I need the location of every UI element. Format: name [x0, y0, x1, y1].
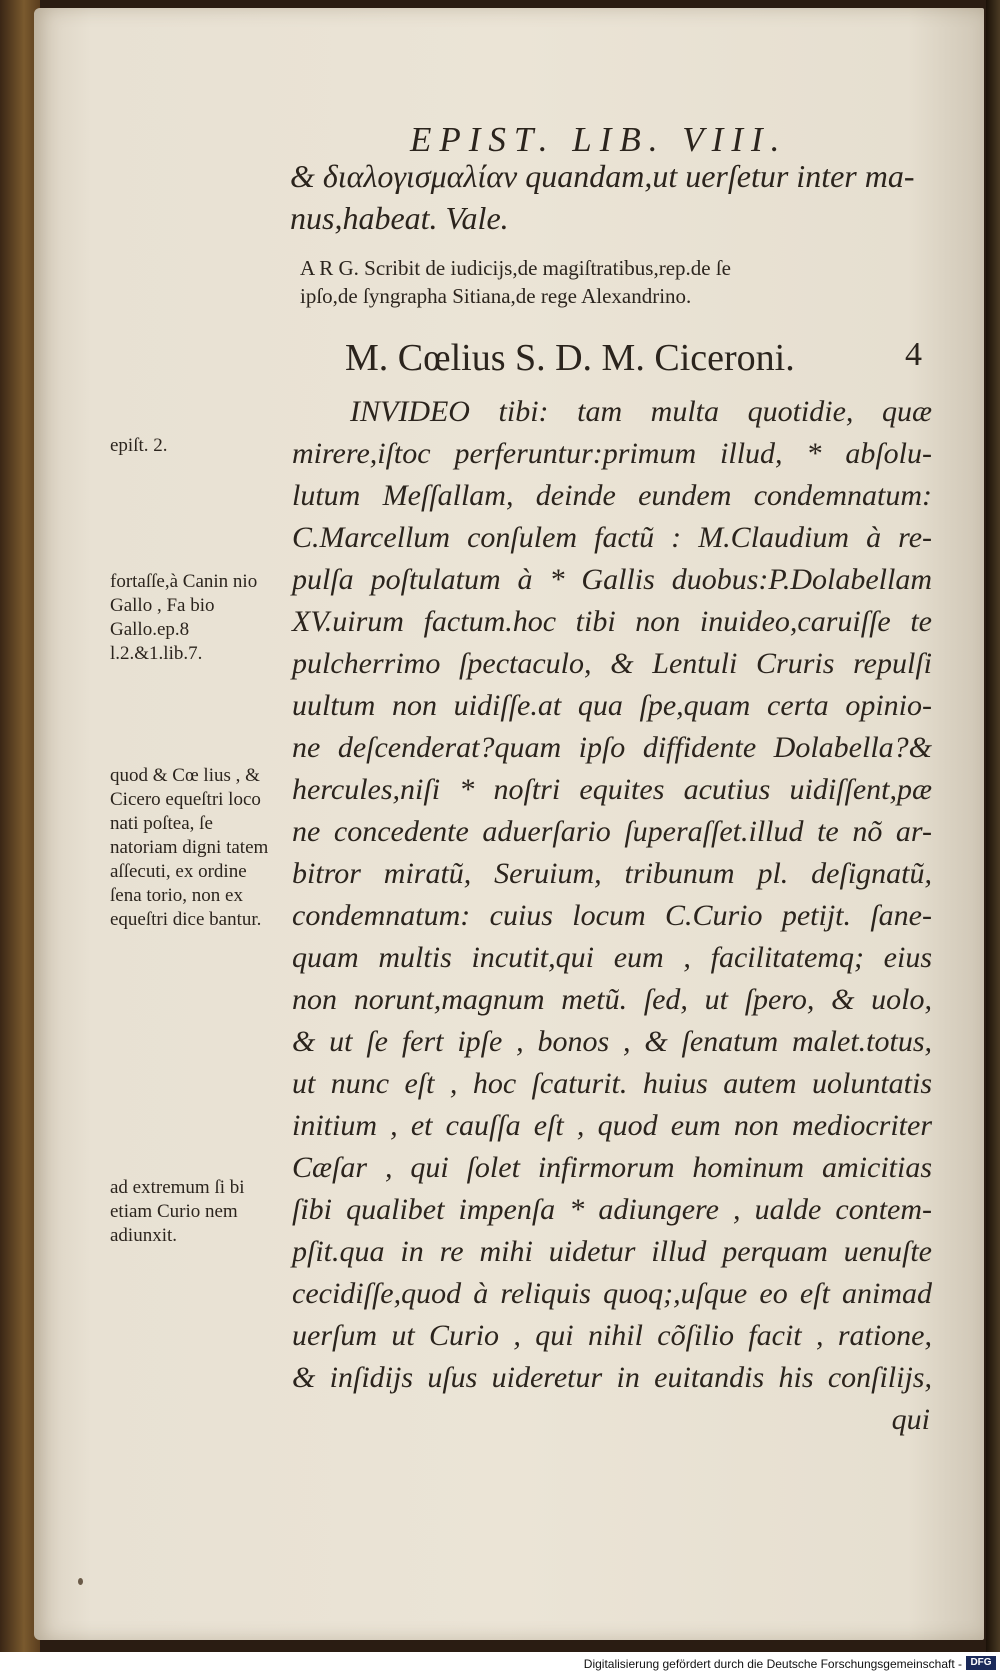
- text-line: hercules,niſi * noſtri equites acutius uidiſſent,pæ: [292, 773, 932, 806]
- argument-line: ipſo,de ſyngrapha Sitiana,de rege Alexandrino.: [300, 284, 692, 308]
- text-line: initium , et cauſſa eſt , quod eum non mediocriter: [292, 1109, 932, 1142]
- text-line: XV.uirum factum.hoc tibi non inuideo,caruiſſe te: [292, 605, 932, 638]
- margin-note: quod & Cœ lius , & Cicero equeſtri loco nati poſtea, ſe natoriam digni tatem aſſecuti, ex ordine ſena torio, non ex equeſtri dice bantur.: [110, 765, 269, 930]
- text-line: mirere,iſtoc perferuntur:primum illud, * abſolu-: [292, 437, 932, 470]
- text-line: INVIDEO tibi: tam multa quotidie, quæ: [350, 395, 932, 428]
- text-line: uerſum ut Curio , qui nihil cõſilio facit , ratione,: [292, 1319, 932, 1352]
- text-line: ut nunc eſt , hoc ſcaturit. huius autem uoluntatis: [292, 1067, 932, 1100]
- text-line: bitror miratũ, Seruium, tribunum pl. deſignatũ,: [292, 857, 932, 890]
- text-line: quam multis incutit,qui eum , facilitatemq; eius: [292, 941, 932, 974]
- text-line: nus,habeat. Vale.: [290, 200, 509, 236]
- letter-number: 4: [905, 336, 922, 373]
- letter-title: M. Cœlius S. D. M. Ciceroni.: [345, 337, 795, 379]
- text-line: pſit.qua in re mihi uidetur illud perquam uenuſte: [292, 1235, 932, 1268]
- dfg-logo: DFG: [966, 1656, 996, 1670]
- margin-note: ad extremum ſi bi etiam Curio nem adiunxit.: [110, 1177, 245, 1246]
- text-line: Cæſar , qui ſolet infirmorum hominum amicitias: [292, 1151, 932, 1184]
- footer-credit: Digitalisierung gefördert durch die Deutsche Forschungsgemeinschaft -: [583, 1657, 962, 1671]
- text-line: ſibi qualibet impenſa * adiungere , ualde contem-: [292, 1193, 932, 1226]
- text-line: condemnatum: cuius locum C.Curio petijt. ſane-: [292, 899, 932, 932]
- text-line: & inſidijs uſus uideretur in euitandis his conſilijs,: [292, 1361, 932, 1394]
- text-line: qui: [891, 1403, 930, 1436]
- paper-speck: [78, 1578, 83, 1585]
- running-head: EPIST. LIB. VIII.: [410, 120, 788, 159]
- margin-note: fortaſſe,à Canin nio Gallo , Fa bio Gallo.ep.8 l.2.&1.lib.7.: [110, 571, 258, 664]
- text-line: lutum Meſſallam, deinde eundem condemnatum:: [292, 479, 932, 512]
- text-line: pulcherrimo ſpectaculo, & Lentuli Cruris repulſi: [292, 647, 932, 680]
- text-line: & ut ſe fert ipſe , bonos , & ſenatum malet.totus,: [292, 1025, 932, 1058]
- text-line: ne concedente aduerſario ſuperaſſet.illud te nõ ar-: [292, 815, 932, 848]
- text-line: cecidiſſe,quod à reliquis quoq;,uſque eo eſt animad: [292, 1277, 932, 1310]
- text-line: pulſa poſtulatum à * Gallis duobus:P.Dolabellam: [292, 563, 932, 596]
- text-line: non norunt,magnum metũ. ſed, ut ſpero, & uolo,: [292, 983, 932, 1016]
- argument-line: A R G. Scribit de iudicijs,de magiſtratibus,rep.de ſe: [300, 256, 732, 280]
- text-line: & διαλογισμαλίαν quandam,ut uerſetur inter ma-: [290, 158, 915, 194]
- text-line: ne deſcenderat?quam ipſo diffidente Dolabella?&: [292, 731, 932, 764]
- text-line: C.Marcellum conſulem factũ : M.Claudium à re-: [292, 521, 932, 554]
- text-line: uultum non uidiſſe.at qua ſpe,quam certa opinio-: [292, 689, 932, 722]
- margin-note: epiſt. 2.: [110, 435, 168, 456]
- page-edge: [986, 0, 1000, 1652]
